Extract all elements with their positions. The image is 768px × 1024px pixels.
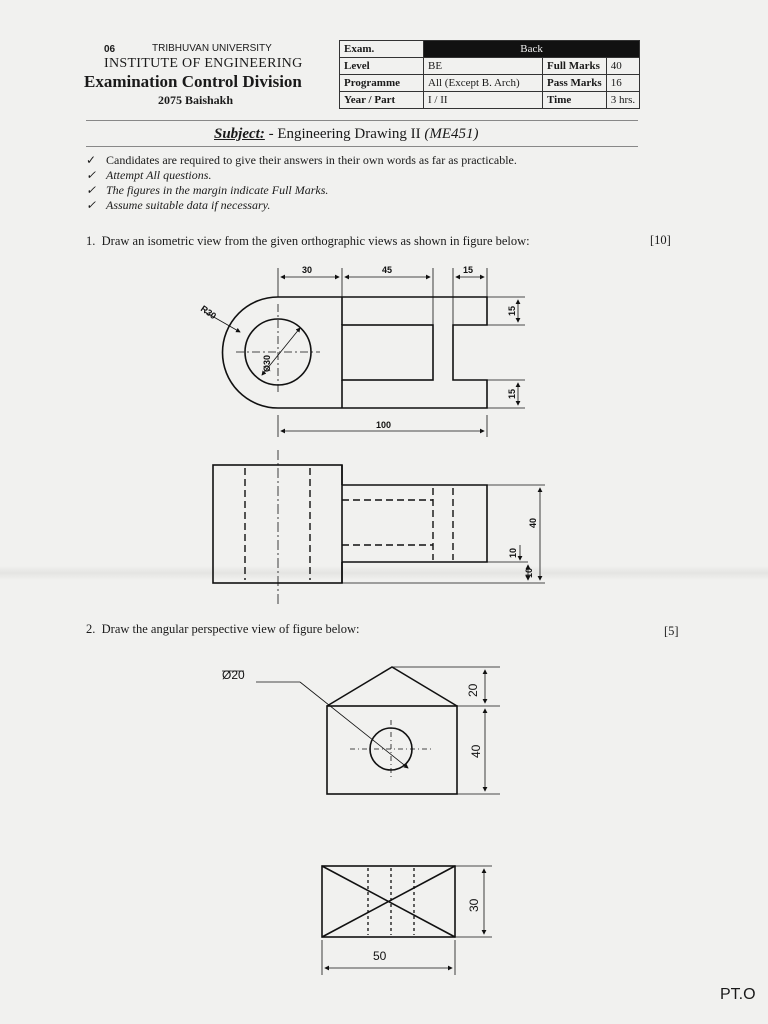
full-marks-value: 40	[606, 58, 639, 75]
dim-dia20: Ø20	[222, 668, 245, 682]
figure-1-front-view	[213, 465, 487, 583]
check-icon: ✓	[86, 183, 97, 197]
page-turn-note: PT.O	[720, 986, 756, 1003]
check-icon: ✓	[86, 168, 97, 182]
level-label: Level	[340, 58, 424, 75]
dim-100: 100	[376, 420, 392, 430]
dim-10a: 10	[508, 547, 518, 558]
pass-marks-label: Pass Marks	[543, 75, 607, 92]
time-value: 3 hrs.	[606, 92, 639, 109]
figure-1-top-dims	[205, 268, 525, 437]
dim-15-right-top: 15	[507, 305, 517, 316]
question-2: 2. Draw the angular perspective view of figure below:	[86, 622, 360, 636]
dim-10b: 10	[524, 567, 534, 578]
figure-1-front-dims	[278, 450, 545, 605]
dim-dia30: Ø30	[262, 354, 272, 372]
instruction-item: ✓ The figures in the margin indicate Full Marks.	[86, 183, 329, 197]
year-part-label: Year / Part	[340, 92, 424, 109]
institute-name: INSTITUTE OF ENGINEERING	[104, 56, 303, 71]
dim-30: 30	[302, 265, 313, 275]
subject-code: (ME451)	[424, 126, 479, 142]
question-1-marks: [10]	[650, 233, 671, 247]
figure-2-top-view	[322, 866, 455, 937]
dim-30-fig2: 30	[467, 898, 481, 912]
question-2-marks: [5]	[664, 624, 679, 638]
figure-2-labels	[222, 668, 483, 963]
division-name: Examination Control Division	[84, 72, 302, 91]
programme-label: Programme	[340, 75, 424, 92]
exam-value: Back	[424, 41, 640, 58]
level-value: BE	[424, 58, 543, 75]
figure-2-top-dims	[322, 866, 492, 975]
subject-name: - Engineering Drawing II	[268, 126, 421, 142]
pass-marks-value: 16	[606, 75, 639, 92]
question-1: 1. Draw an isometric view from the given orthographic views as shown in figure below:	[86, 234, 530, 248]
dim-40-fig2: 40	[469, 744, 483, 758]
exam-label: Exam.	[340, 41, 424, 58]
check-icon: ✓	[86, 153, 97, 167]
year-part-value: I / II	[424, 92, 543, 109]
university-name: TRIBHUVAN UNIVERSITY	[152, 43, 272, 54]
dim-15-top: 15	[463, 265, 474, 275]
exam-session: 2075 Baishakh	[158, 93, 234, 107]
dim-40: 40	[528, 517, 538, 528]
subject-label: Subject:	[214, 126, 265, 142]
instruction-item: ✓ Attempt All questions.	[86, 168, 212, 182]
dim-r30: R30	[198, 303, 219, 322]
programme-value: All (Except B. Arch)	[424, 75, 543, 92]
figure-1-top-view	[223, 297, 488, 408]
instruction-item: ✓ Candidates are required to give their answers in their own words as far as practicable.	[86, 153, 517, 167]
dim-45: 45	[382, 265, 393, 275]
time-label: Time	[543, 92, 607, 109]
instruction-item: ✓ Assume suitable data if necessary.	[86, 198, 271, 212]
figure-2-hidden-lines	[368, 868, 414, 935]
figure-2-front-dims	[256, 667, 500, 794]
dim-15-right-bottom: 15	[507, 388, 517, 399]
full-marks-label: Full Marks	[543, 58, 607, 75]
paper-code: 06	[104, 44, 116, 55]
check-icon: ✓	[86, 198, 97, 212]
dim-20: 20	[466, 683, 480, 697]
figure-2-front-view	[327, 667, 457, 794]
dim-50: 50	[373, 949, 387, 963]
